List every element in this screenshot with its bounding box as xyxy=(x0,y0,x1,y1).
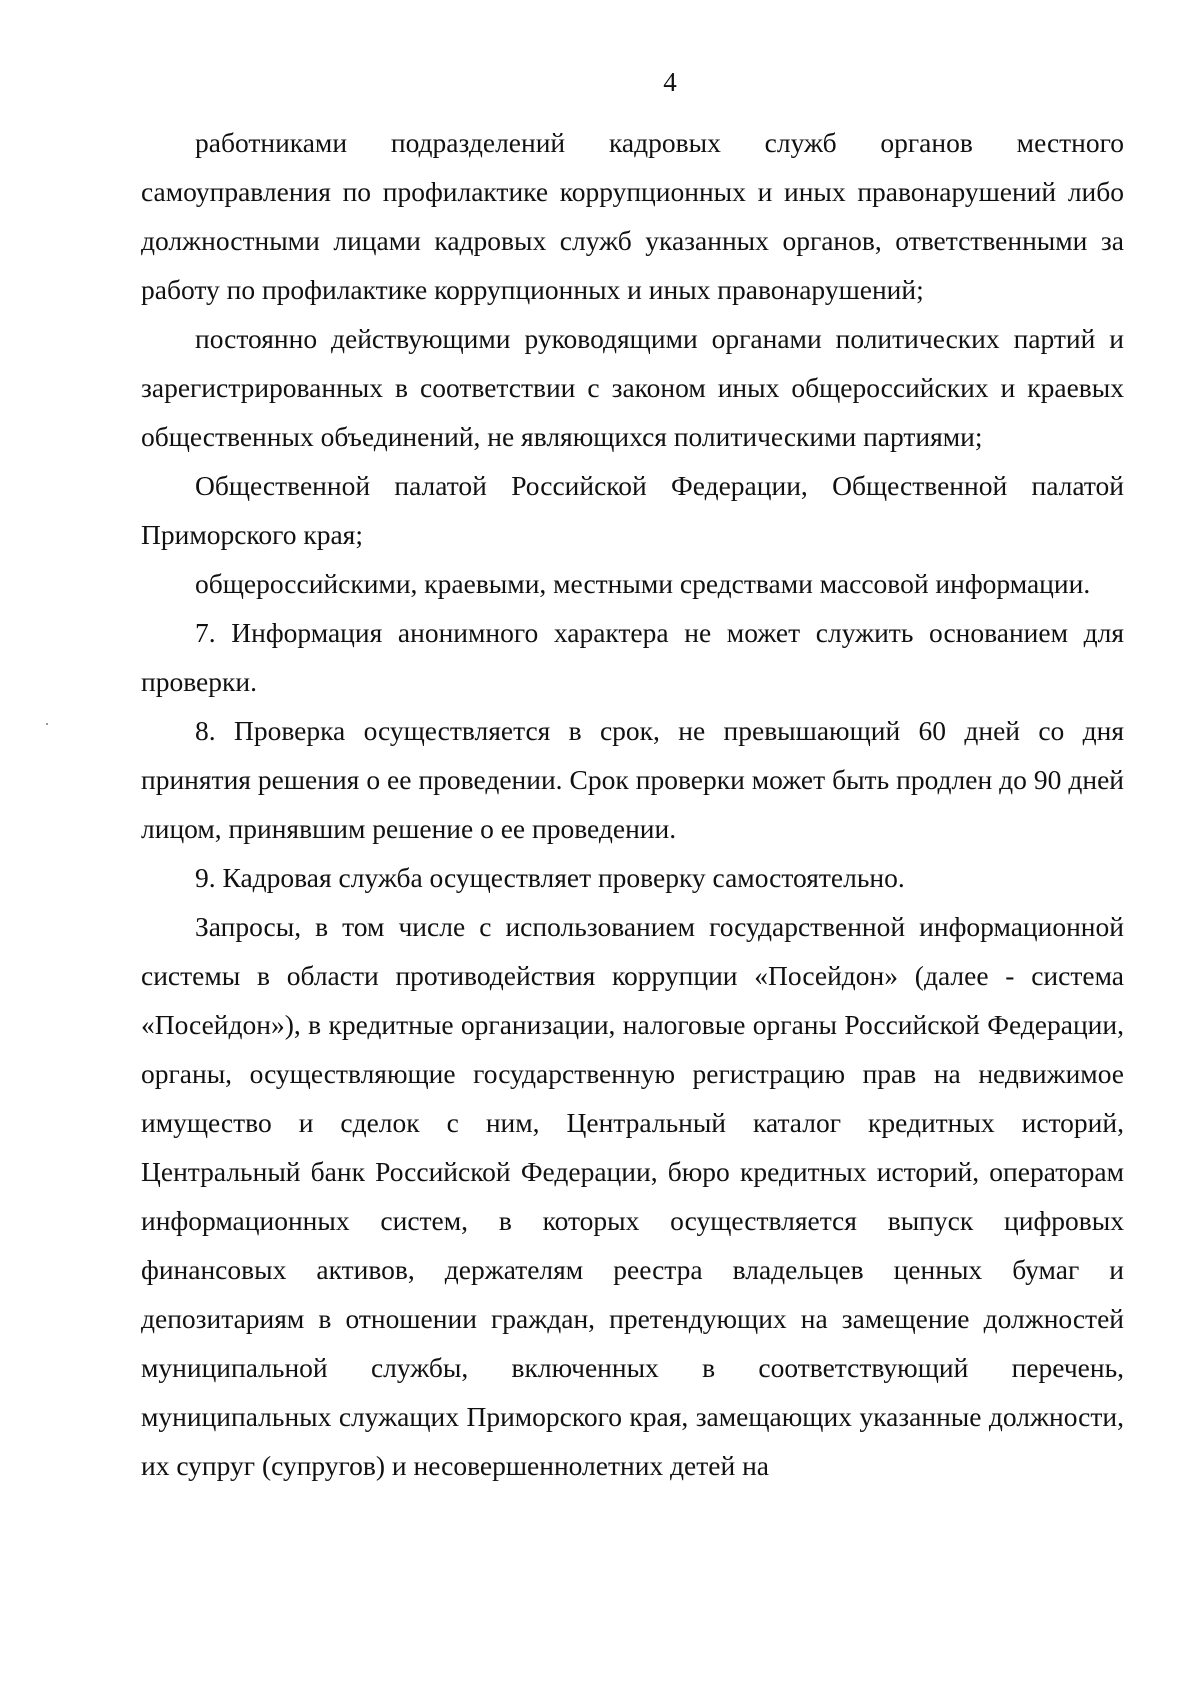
paragraph-item-9: 9. Кадровая служба осуществляет проверку самостоятельно. xyxy=(195,862,905,893)
paragraph-requests: Запросы, в том числе с использованием государственной информационной системы в области противодействия коррупции «Посейдон» (далее - система «Посейдон»), в кредитные организации, налоговые органы Российской Федерации, органы, осуществляющие государственную регистрацию прав на недвижимое имущество и сделок с ним, Центральный каталог кредитных историй, Центральный банк Российской Федерации, бюро кредитных историй, операторам информационных систем, в которых осуществляется выпуск цифровых финансовых активов, держателям реестра владельцев ценных бумаг и депозитариям в отношении граждан, претендующих на замещение должностей муниципальной службы, включенных в соответствующий перечень, муниципальных служащих Приморского края, замещающих указанные должности, их супруг (супругов) и несовершеннолетних детей на xyxy=(141,911,1124,1481)
paragraph-anticorruption-units: работниками подразделений кадровых служб органов местного самоуправления по профилактике коррупционных и иных правонарушений либо должностными лицами кадровых служб указанных органов, ответственными за работу по профилактике коррупционных и иных правонарушений; xyxy=(141,127,1124,305)
page-number: 4 xyxy=(663,67,677,97)
paragraph-public-chamber: Общественной палатой Российской Федерации, Общественной палатой Приморского края; xyxy=(141,470,1124,550)
paragraph-item-7: 7. Информация анонимного характера не может служить основанием для проверки. xyxy=(141,617,1124,697)
document-body xyxy=(141,118,1124,1490)
paragraph-political-parties: постоянно действующими руководящими органами политических партий и зарегистрированных в соответствии с законом иных общероссийских и краевых общественных объединений, не являющихся политическими партиями; xyxy=(141,323,1124,452)
paragraph-mass-media: общероссийскими, краевыми, местными средствами массовой информации. xyxy=(195,568,1091,599)
paragraph-item-8: 8. Проверка осуществляется в срок, не превышающий 60 дней со дня принятия решения о ее проведении. Срок проверки может быть продлен до 90 дней лицом, принявшим решение о ее проведении. xyxy=(141,715,1124,844)
scan-artifact xyxy=(46,723,48,725)
